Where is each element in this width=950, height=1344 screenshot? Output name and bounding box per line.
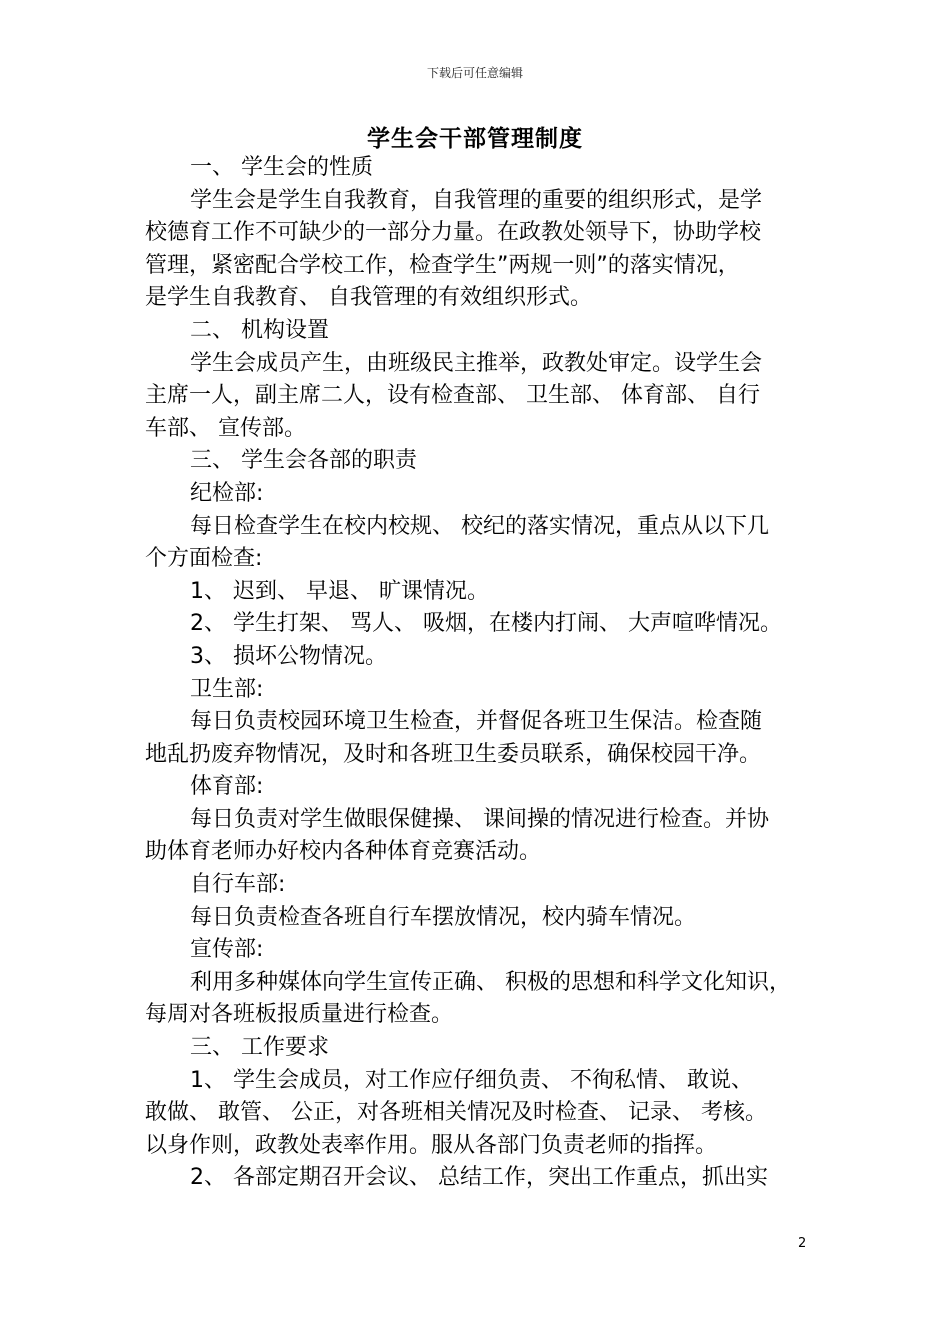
text-line: 三、 工作要求 <box>190 1035 329 1061</box>
text-line: 三、 学生会各部的职责 <box>190 448 417 474</box>
text-line: 每日负责检查各班自行车摆放情况，校内骑车情况。 <box>190 904 697 930</box>
text-line: 是学生自我教育、 自我管理的有效组织形式。 <box>145 285 592 311</box>
page-number: 2 <box>798 1236 807 1251</box>
text-line: 利用多种媒体向学生宣传正确、 积极的思想和科学文化知识， <box>190 969 791 995</box>
text-line: 1、 学生会成员，对工作应仔细负责、 不徇私情、 敢说、 <box>190 1067 753 1093</box>
text-line: 学生会是学生自我教育，自我管理的重要的组织形式，是学 <box>190 187 763 213</box>
text-line: 每日检查学生在校内校规、 校纪的落实情况，重点从以下几 <box>190 513 769 539</box>
document-body <box>145 152 820 1195</box>
text-line: 车部、 宣传部。 <box>145 415 306 441</box>
text-line: 纪检部: <box>190 480 264 506</box>
text-line: 地乱扔废弃物情况，及时和各班卫生委员联系，确保校园干净。 <box>145 741 762 767</box>
text-line: 每周对各班板报质量进行检查。 <box>145 1002 454 1028</box>
text-line: 学生会成员产生，由班级民主推举，政教处审定。设学生会 <box>190 350 763 376</box>
page-header-note: 下载后可任意编辑 <box>426 66 523 80</box>
text-line: 3、 损坏公物情况。 <box>190 643 387 669</box>
text-line: 个方面检查: <box>145 546 263 572</box>
text-line: 二、 机构设置 <box>190 317 329 343</box>
text-line: 以身作则，政教处表率作用。服从各部门负责老师的指挥。 <box>145 1132 718 1158</box>
text-line: 2、 学生打架、 骂人、 吸烟，在楼内打闹、 大声喧哗情况。 <box>190 611 782 637</box>
text-line: 一、 学生会的性质 <box>190 155 373 180</box>
document-title: 学生会干部管理制度 <box>367 126 583 152</box>
text-line: 每日负责对学生做眼保健操、 课间操的情况进行检查。并协 <box>190 806 769 832</box>
text-line: 1、 迟到、 早退、 旷课情况。 <box>190 578 489 604</box>
text-line: 体育部: <box>190 774 264 800</box>
text-line: 校德育工作不可缺少的一部分力量。在政教处领导下，协助学校 <box>145 220 762 246</box>
text-line: 2、 各部定期召开会议、 总结工作，突出工作重点，抓出实 <box>190 1165 768 1191</box>
text-line: 每日负责校园环境卫生检查，并督促各班卫生保洁。检查随 <box>190 709 763 735</box>
text-line: 自行车部: <box>190 872 286 898</box>
text-line: 敢做、 敢管、 公正，对各班相关情况及时检查、 记录、 考核。 <box>145 1100 767 1126</box>
text-line: 卫生部: <box>190 676 264 702</box>
text-line: 管理，紧密配合学校工作，检查学生”两规一则”的落实情况， <box>145 252 740 278</box>
text-line: 助体育老师办好校内各种体育竞赛活动。 <box>145 839 542 865</box>
text-line: 主席一人，副主席二人，设有检查部、 卫生部、 体育部、 自行 <box>145 383 760 409</box>
text-line: 宣传部: <box>190 937 264 963</box>
